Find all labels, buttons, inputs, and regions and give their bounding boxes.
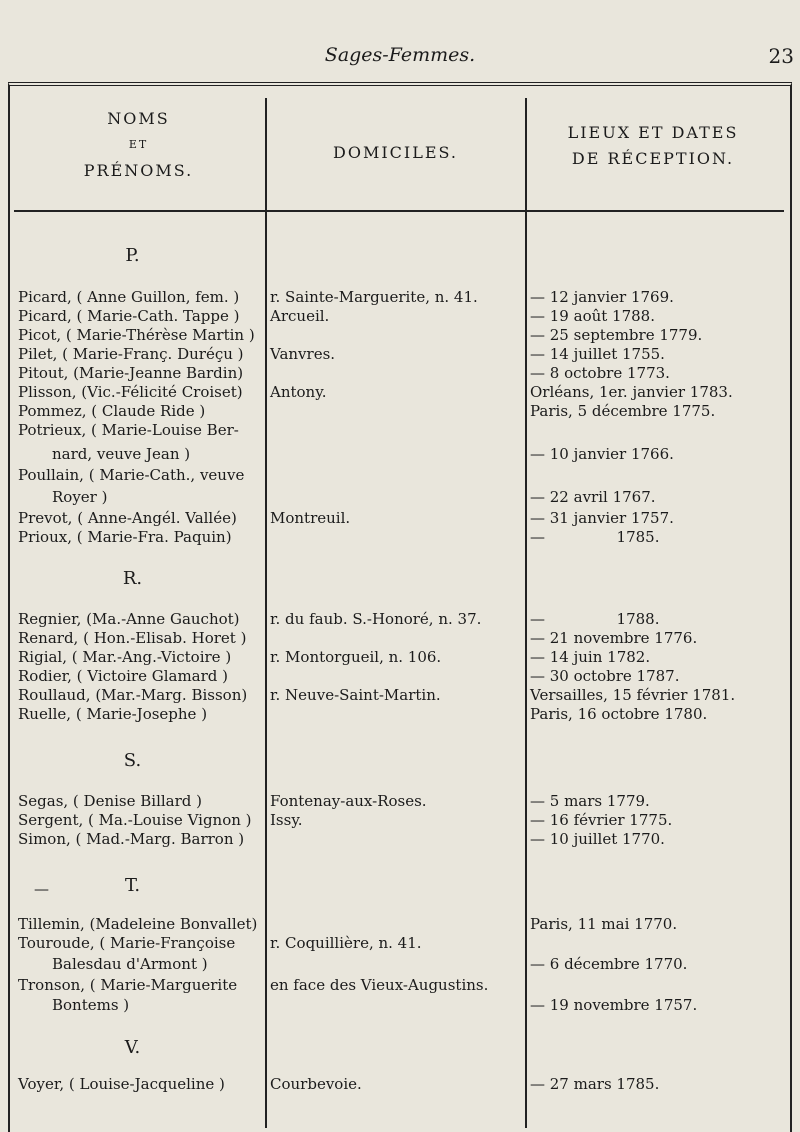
entry-reception: — 30 octobre 1787. [530,667,680,685]
entry-name: Voyer, ( Louise-Jacqueline ) [18,1075,225,1093]
entry-reception: — 1785. [530,528,660,546]
entry-domicile: r. du faub. S.-Honoré, n. 37. [270,610,482,628]
entry-reception: — 16 février 1775. [530,811,673,829]
header-rule [14,210,784,212]
entry-name: Picard, ( Marie-Cath. Tappe ) [18,307,240,325]
entry-reception: — 27 mars 1785. [530,1075,660,1093]
entry-name: Picot, ( Marie-Thérèse Martin ) [18,326,255,344]
entry-name: Royer ) [52,488,108,506]
table-frame [8,82,792,1132]
entry-reception: Paris, 16 octobre 1780. [530,705,708,723]
entry-reception: — 5 mars 1779. [530,792,650,810]
entry-name: nard, veuve Jean ) [52,445,191,463]
entry-reception: — 12 janvier 1769. [530,288,674,306]
section-letter-s: S. [123,750,142,771]
column-divider-right [525,98,527,1128]
column-header-domiciles: DOMICILES. [333,143,458,162]
entry-name: Tronson, ( Marie-Marguerite [18,976,238,994]
entry-name: Simon, ( Mad.-Marg. Barron ) [18,830,245,848]
entry-name: Rodier, ( Victoire Glamard ) [18,667,228,685]
column-header-lieux-line2: DE RÉCEPTION. [571,149,735,168]
entry-name: Pilet, ( Marie-Franç. Duréçu ) [18,345,244,363]
entry-reception: — 25 septembre 1779. [530,326,703,344]
column-header-noms-line2: ET [128,138,149,151]
entry-domicile: r. Montorgueil, n. 106. [270,648,442,666]
section-dash: — [34,880,49,898]
entry-domicile: r. Sainte-Marguerite, n. 41. [270,288,478,306]
entry-reception: Paris, 5 décembre 1775. [530,402,716,420]
entry-name: Pommez, ( Claude Ride ) [18,402,206,420]
entry-reception: — 19 novembre 1757. [530,996,698,1014]
section-letter-t: T. [124,875,141,896]
entry-reception: — 21 novembre 1776. [530,629,698,647]
entry-domicile: Vanvres. [270,345,336,363]
entry-domicile: Issy. [270,811,303,829]
entry-reception: — 8 octobre 1773. [530,364,670,382]
entry-name: Sergent, ( Ma.-Louise Vignon ) [18,811,252,829]
page-number: 23 [768,44,794,68]
entry-name: Potrieux, ( Marie-Louise Ber- [18,421,239,439]
entry-name: Regnier, (Ma.-Anne Gauchot) [18,610,240,628]
entry-name: Pitout, (Marie-Jeanne Bardin) [18,364,244,382]
entry-name: Tillemin, (Madeleine Bonvallet) [18,915,258,933]
entry-name: Plisson, (Vic.-Félicité Croiset) [18,383,243,401]
page-header [0,44,800,74]
entry-name: Prioux, ( Marie-Fra. Paquin) [18,528,232,546]
entry-reception: — 6 décembre 1770. [530,955,688,973]
section-letter-r: R. [122,568,143,589]
entry-reception: — 22 avril 1767. [530,488,656,506]
column-header-noms-line3: PRÉNOMS. [83,161,194,180]
entry-name: Prevot, ( Anne-Angél. Vallée) [18,509,237,527]
entry-reception: — 14 juin 1782. [530,648,651,666]
column-header-noms [16,106,261,184]
entry-reception: Orléans, 1er. janvier 1783. [530,383,733,401]
entry-name: Ruelle, ( Marie-Josephe ) [18,705,208,723]
entry-domicile: Courbevoie. [270,1075,362,1093]
entry-name: Rigial, ( Mar.-Ang.-Victoire ) [18,648,232,666]
column-header-lieux [528,120,778,172]
entry-name: Balesdau d'Armont ) [52,955,208,973]
entry-domicile: en face des Vieux-Augustins. [270,976,489,994]
entry-domicile: r. Neuve-Saint-Martin. [270,686,441,704]
entry-reception: — 31 janvier 1757. [530,509,674,527]
entry-reception: Paris, 11 mai 1770. [530,915,678,933]
entry-domicile: Fontenay-aux-Roses. [270,792,427,810]
entry-domicile: Arcueil. [270,307,330,325]
section-letter-p: P. [125,245,140,266]
entry-reception: — 14 juillet 1755. [530,345,665,363]
entry-domicile: Montreuil. [270,509,351,527]
entry-domicile: Antony. [270,383,327,401]
entry-name: Roullaud, (Mar.-Marg. Bisson) [18,686,248,704]
entry-name: Picard, ( Anne Guillon, fem. ) [18,288,240,306]
entry-name: Renard, ( Hon.-Elisab. Horet ) [18,629,247,647]
section-letter-v: V. [124,1037,141,1058]
entry-reception: — 10 juillet 1770. [530,830,665,848]
column-header-lieux-line1: LIEUX ET DATES [567,123,739,142]
entry-reception: — 10 janvier 1766. [530,445,674,463]
entry-name: Poullain, ( Marie-Cath., veuve [18,466,245,484]
entry-reception: — 19 août 1788. [530,307,655,325]
running-title: Sages-Femmes. [324,44,476,66]
entry-name: Bontems ) [52,996,130,1014]
entry-name: Touroude, ( Marie-Françoise [18,934,236,952]
column-header-noms-line1: NOMS [107,109,170,128]
entry-reception: Versailles, 15 février 1781. [530,686,736,704]
entry-name: Segas, ( Denise Billard ) [18,792,203,810]
entry-domicile: r. Coquillière, n. 41. [270,934,422,952]
entry-reception: — 1788. [530,610,660,628]
